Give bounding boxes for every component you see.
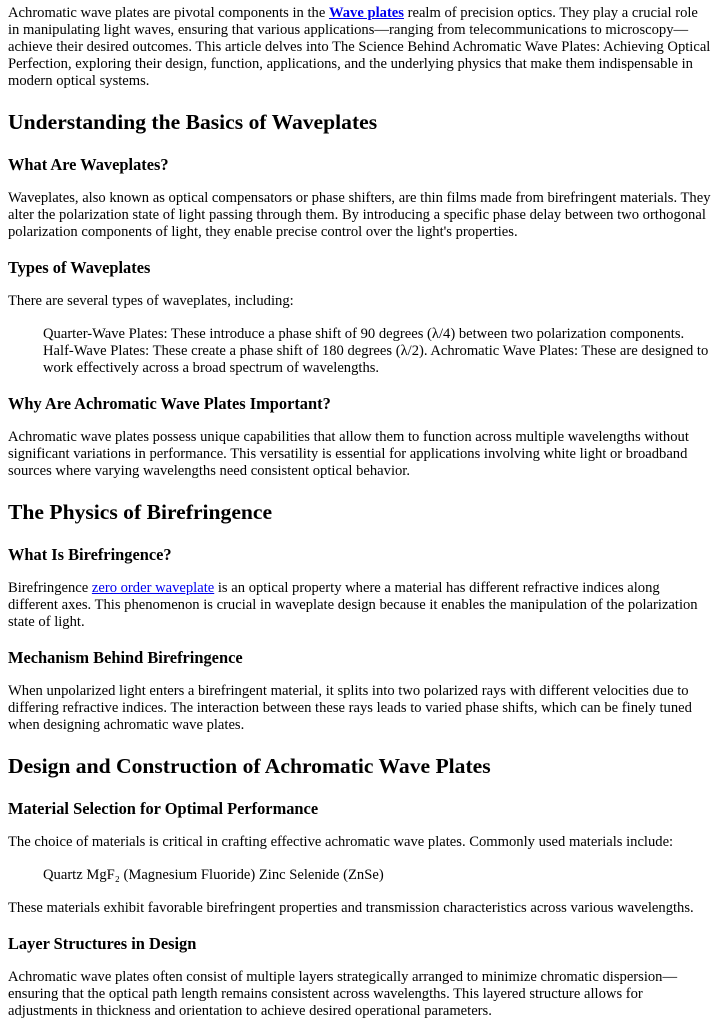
subheading-why-important: Why Are Achromatic Wave Plates Important? (8, 394, 331, 413)
intro-text-after: realm of precision optics. They play a crucial role in manipulating light waves, ensuring that various applications—ranging from telecommunications to microscopy—achieve their desired outcomes. This article delves into The Science Behind Achromatic Wave Plates: Achieving Optical Perfection, exploring their design, function, applications, and the underlying physics that make them indispensable in modern optical systems. (8, 5, 711, 89)
subheading-what-is-birefringence: What Is Birefringence? (8, 545, 172, 564)
waveplate-types-list: Quarter-Wave Plates: These introduce a phase shift of 90 degrees (λ/4) between two polarization components. Half-Wave Plates: These create a phase shift of 180 degrees (λ/2). Achromatic Wave Plates: These are designed to work effectively across a broad spectrum of wavelengths. (43, 326, 709, 376)
paragraph-types-intro: There are several types of waveplates, including: (8, 293, 294, 309)
paragraph-what-is-birefringence (8, 580, 712, 631)
section-heading-physics: The Physics of Birefringence (8, 500, 273, 524)
intro-paragraph (8, 5, 712, 90)
materials-list: Quartz MgF₂ (Magnesium Fluoride) Zinc Selenide (ZnSe) (43, 867, 384, 883)
paragraph-materials-properties: These materials exhibit favorable birefringent properties and transmission characteristics across various wavelengths. (8, 900, 694, 916)
paragraph-material-selection: The choice of materials is critical in crafting effective achromatic wave plates. Commonly used materials include: (8, 834, 674, 850)
section-heading-basics: Understanding the Basics of Waveplates (8, 110, 378, 134)
subheading-what-are-waveplates: What Are Waveplates? (8, 155, 169, 174)
intro-text-before: Achromatic wave plates are pivotal components in the (8, 5, 329, 21)
paragraph-mechanism: When unpolarized light enters a birefringent material, it splits into two polarized rays with different velocities due to differing refractive indices. The interaction between these rays leads to varied phase shifts, which can be finely tuned when designing achromatic wave plates. (8, 683, 692, 733)
paragraph-what-are-waveplates: Waveplates, also known as optical compensators or phase shifters, are thin films made from birefringent materials. They alter the polarization state of light passing through them. By introducing a specific phase delay between two orthogonal polarization components of light, they enable precise control over the light's properties. (8, 190, 711, 240)
section-heading-design: Design and Construction of Achromatic Wave Plates (8, 754, 491, 778)
birefringence-text-after: is an optical property where a material has different refractive indices along different axes. This phenomenon is crucial in waveplate design because it enables the manipulation of the polarization state of light. (8, 580, 698, 630)
zero-order-waveplate-link[interactable]: zero order waveplate (91, 580, 215, 596)
subheading-layer-structures: Layer Structures in Design (8, 934, 197, 953)
subheading-mechanism: Mechanism Behind Birefringence (8, 648, 243, 667)
birefringence-text-before: Birefringence (8, 580, 92, 596)
subheading-material-selection: Material Selection for Optimal Performance (8, 799, 319, 818)
paragraph-layer-structures: Achromatic wave plates often consist of multiple layers strategically arranged to minimize chromatic dispersion—ensuring that the optical path length remains consistent across wavelengths. This layered structure allows for adjustments in thickness and orientation to achieve desired operational parameters. (8, 969, 678, 1019)
wave-plates-link[interactable]: Wave plates (328, 5, 404, 21)
subheading-types-of-waveplates: Types of Waveplates (8, 258, 151, 277)
paragraph-why-important: Achromatic wave plates possess unique capabilities that allow them to function across multiple wavelengths without significant variations in performance. This versatility is essential for applications involving white light or broadband sources where varying wavelengths need consistent optical behavior. (8, 429, 689, 479)
